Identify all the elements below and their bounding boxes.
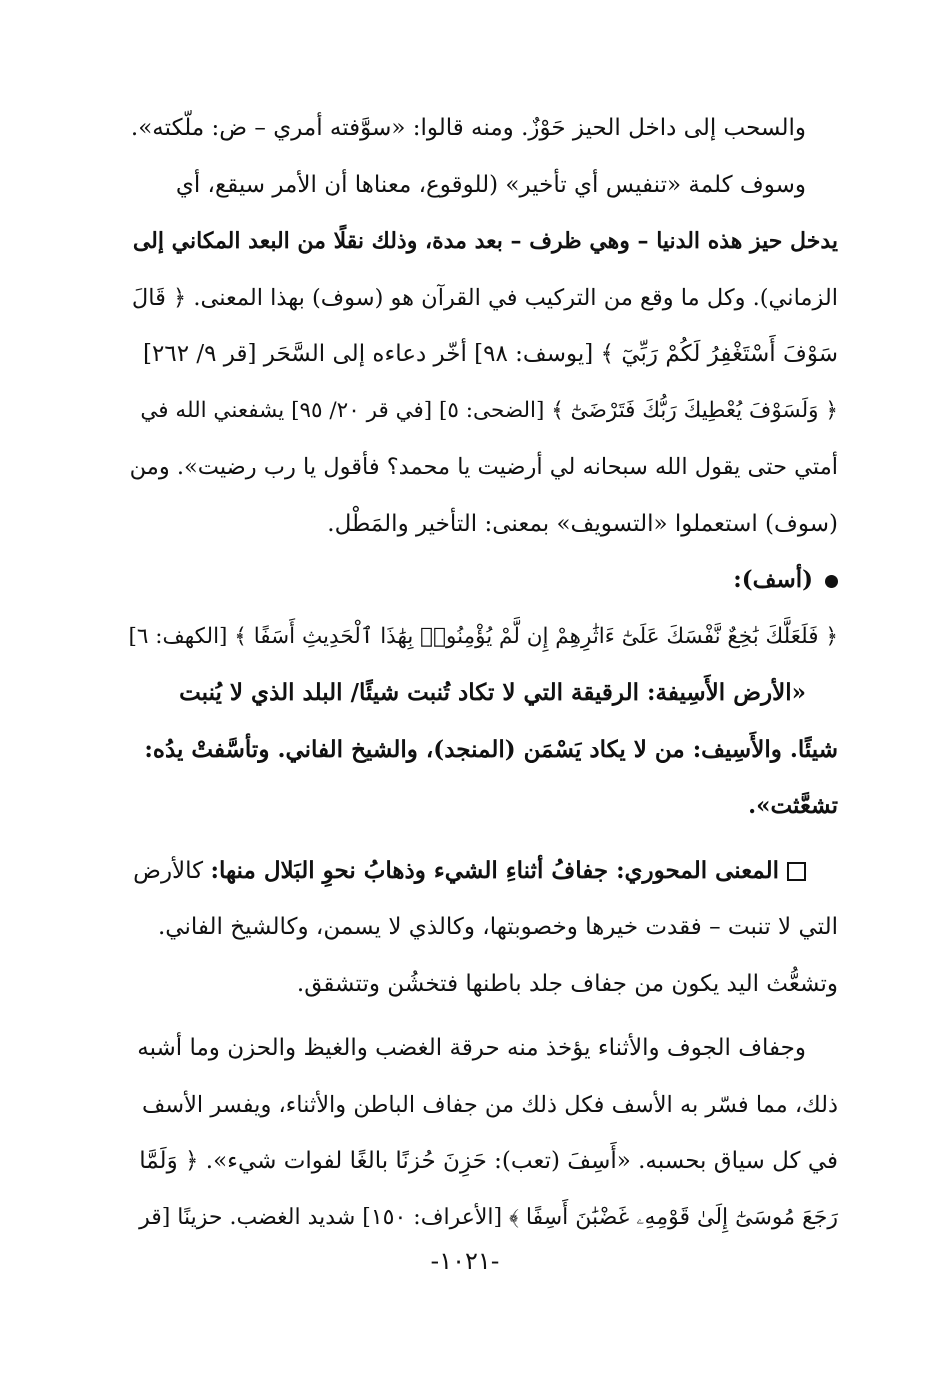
paragraph-line: وتشعُّث اليد يكون من جفاف جلد باطنها فتخشُن وتتشقق. <box>296 970 838 997</box>
paragraph-line: أمتي حتى يقول الله سبحانه لي أرضيت يا محمد؟ فأقول يا رب رضيت». ومن <box>129 454 838 480</box>
paragraph-line: شيئًا. والأَسِيف: من لا يكاد يَسْمَن (المنجد)، والشيخ الفاني. وتأسَّفتْ يدُه: <box>144 735 838 763</box>
paragraph-line: ﴿ وَلَسَوْفَ يُعْطِيكَ رَبُّكَ فَتَرْضَىٰٓ ﴾ [الضحى: ٥] [في قر ٢٠/ ٩٥] يشفعني الله في <box>140 397 838 423</box>
body-text <box>128 100 838 1246</box>
paragraph-line: يدخل حيز هذه الدنيا – وهي ظرف – بعد مدة، وذلك نقلًا من البعد المكاني إلى <box>132 228 838 254</box>
page-number: -١٠٢١- <box>430 1247 500 1275</box>
section-heading <box>128 552 838 609</box>
paragraph-line <box>128 843 838 900</box>
paragraph-line: تشعَّثت». <box>748 792 838 819</box>
paragraph-line: ذلك، مما فسّر به الأسف فكل ذلك من جفاف الباطن والأثناء، ويفسر الأسف <box>141 1091 838 1118</box>
paragraph-line: رَجَعَ مُوسَىٰٓ إِلَىٰ قَوْمِهِۦ غَضْبَٰنَ أَسِفًا ﴾ [الأعراف: ١٥٠] شديد الغضب. حزينًا [قر <box>139 1204 838 1230</box>
section-heading-text: (أسف): <box>733 566 813 593</box>
paragraph-line: في كل سياق بحسبه. «أَسِفَ (تعب): حَزِنَ حُزنًا بالغًا لفوات شيء». ﴿ وَلَمَّا <box>139 1148 838 1174</box>
core-meaning-rest: كالأرض <box>133 857 211 884</box>
paragraph-line: الزماني). وكل ما وقع من التركيب في القرآن هو (سوف) بهذا المعنى. ﴿ قَالَ <box>131 284 838 311</box>
core-meaning-lead: المعنى المحوري: جفافُ أثناءِ الشيء وذهابُ نحوِ البَلال منها: <box>210 856 779 884</box>
quran-verse-line: ﴿ فَلَعَلَّكَ بَٰخِعٌ نَّفْسَكَ عَلَىٰٓ ءَاثَٰرِهِمْ إِن لَّمْ يُؤْمِنُوا۟ بِهَٰذَا ٱلْحَدِيثِ أَسَفًا ﴾ [الكهف: ٦] <box>128 623 838 649</box>
paragraph-line: (سوف) استعملوا «التسويف» بمعنى: التأخير والمَطْل. <box>327 510 838 537</box>
square-marker-icon <box>787 862 806 881</box>
paragraph-line: سَوْفَ أَسْتَغْفِرُ لَكُمْ رَبِّيٓ ﴾ [يوسف: ٩٨] أخّر دعاءه إلى السَّحَر [قر ٩/ ٢٦٢] <box>143 341 838 367</box>
paragraph-line: وسوف كلمة «تنفيس أي تأخير» (للوقوع، معناها أن الأمر سيقع، أي <box>175 171 806 198</box>
bullet-icon <box>825 575 838 588</box>
paragraph-line: التي لا تنبت – فقدت خيرها وخصوبتها، وكالذي لا يسمن، وكالشيخ الفاني. <box>158 914 838 940</box>
paragraph-line: والسحب إلى داخل الحيز حَوْزٌ. ومنه قالوا: «سوَّفته أمري – ض: ملّكته». <box>130 115 806 141</box>
paragraph-line: «الأرض الأَسِيفة: الرقيقة التي لا تكاد تُنبت شيئًا/ البلد الذي لا يُنبت <box>179 679 806 706</box>
paragraph-line: وجفاف الجوف والأثناء يؤخذ منه حرقة الغضب والغيظ والحزن وما أشبه <box>137 1035 806 1061</box>
